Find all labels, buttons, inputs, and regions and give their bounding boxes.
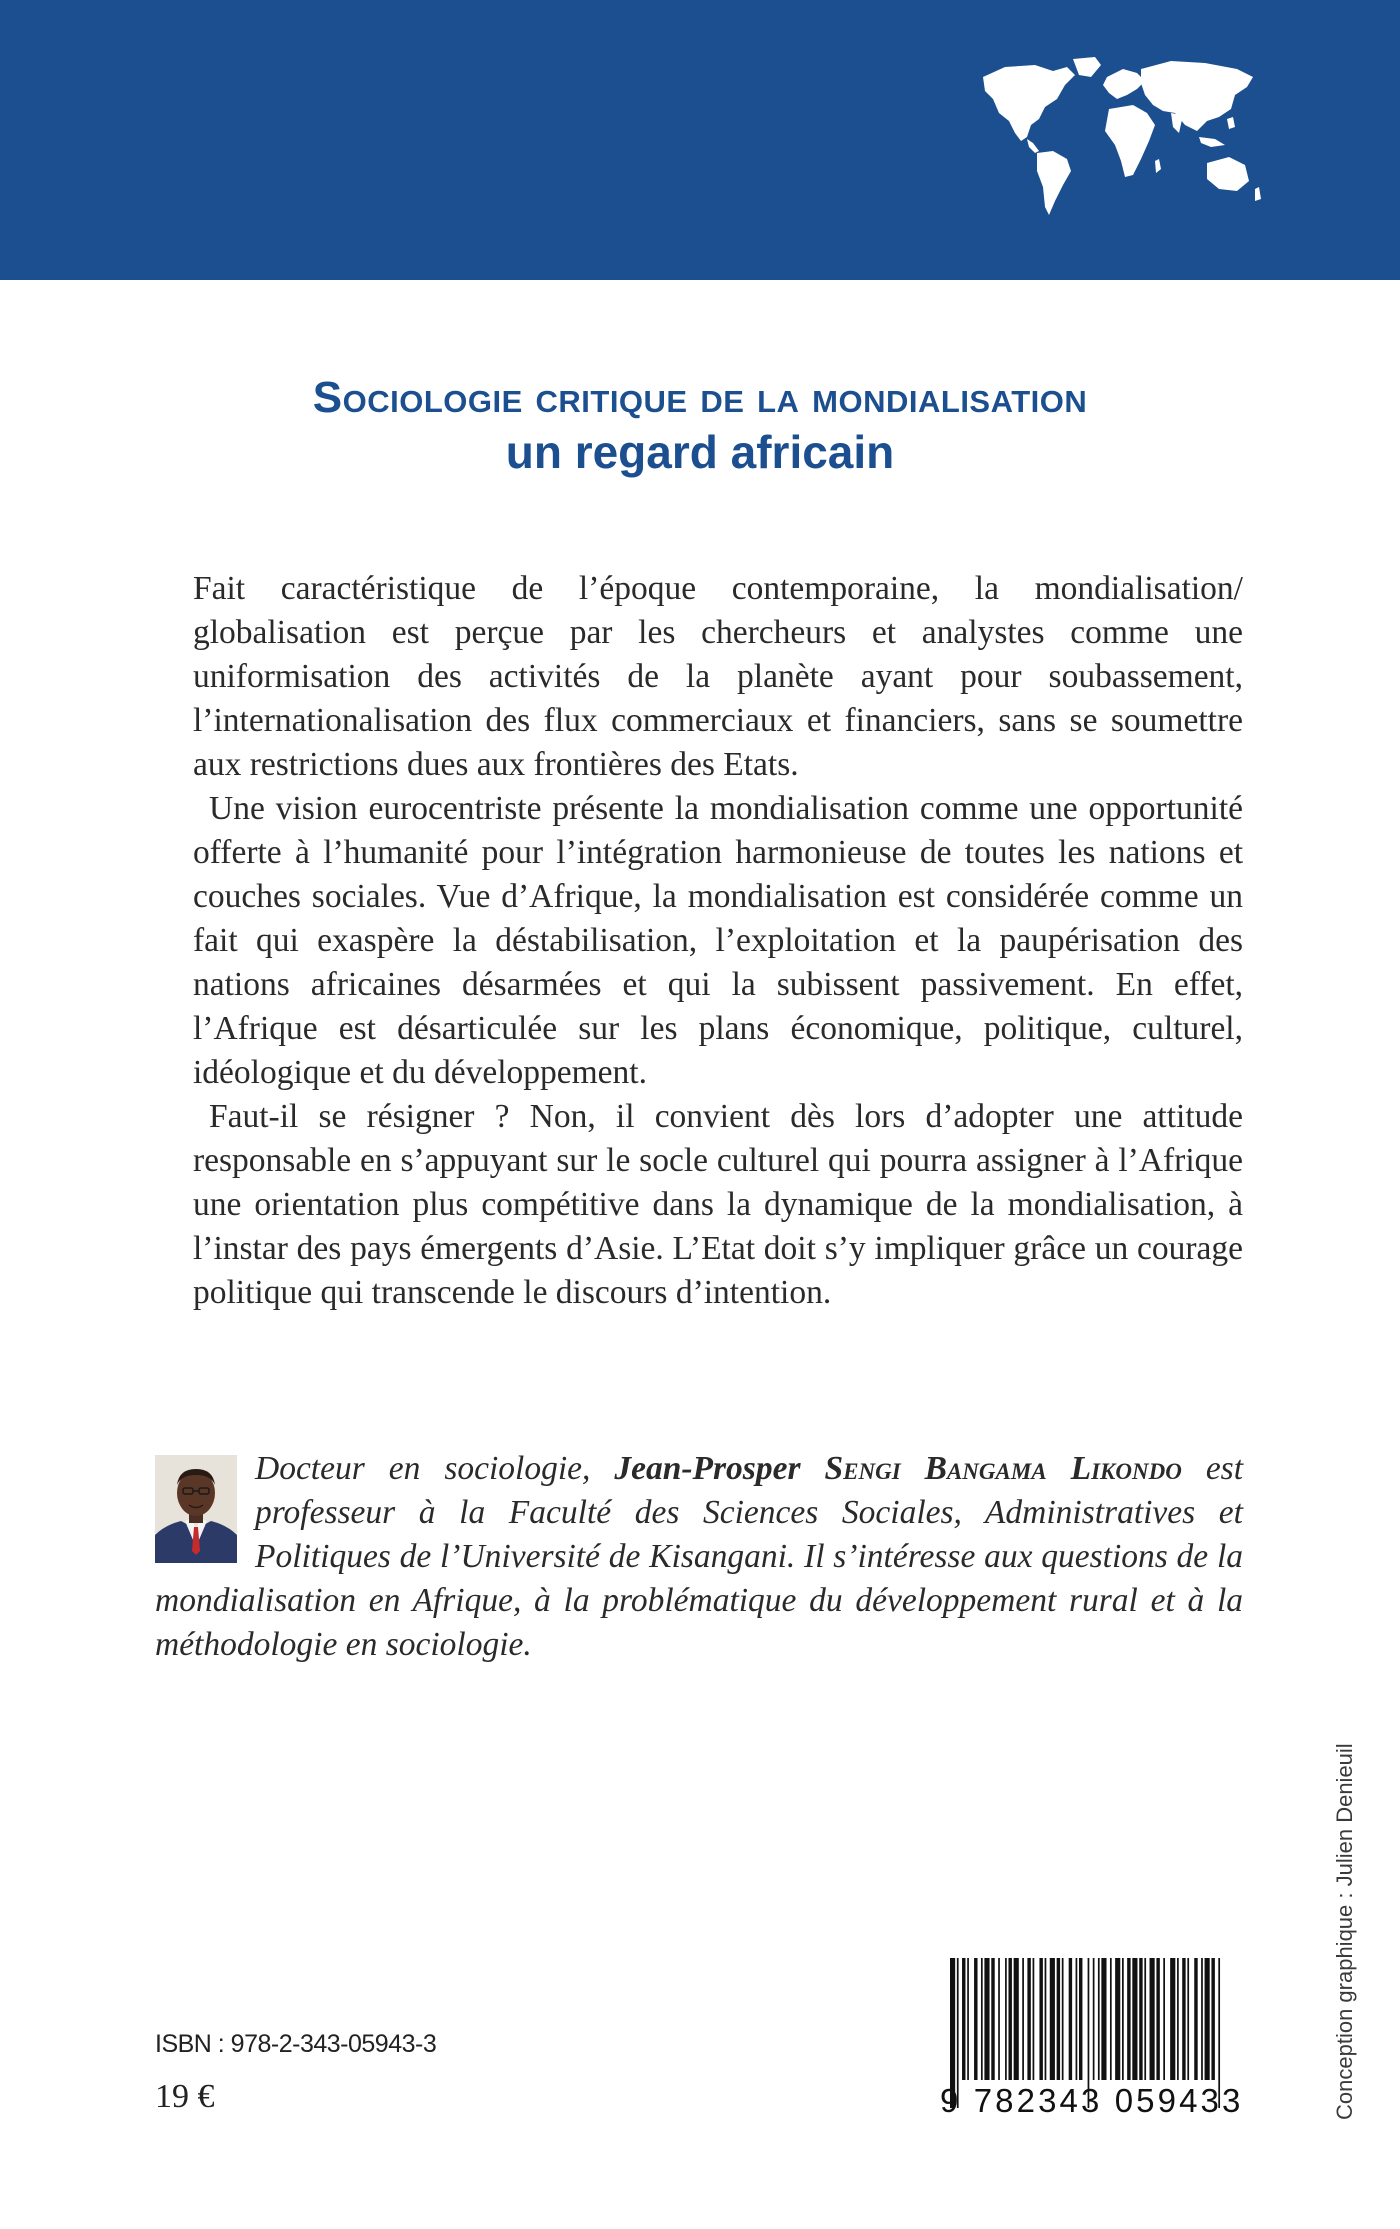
price: 19 € — [155, 2078, 215, 2115]
barcode-bar — [1163, 1958, 1165, 2080]
barcode-bar — [1062, 1958, 1064, 2080]
barcode-bar — [1177, 1958, 1179, 2080]
barcode-bar — [981, 1958, 983, 2080]
world-map-icon — [975, 55, 1265, 220]
subtitle-line: un regard africain — [505, 426, 895, 478]
synopsis-paragraph: Fait caractéristique de l’époque contemporaine, la mondialisation/ globalisation est perçue par les chercheurs et analystes comme une uniformisation des activités de la planète ayant pour soubassement, l’internationalisation des flux commerciaux et financiers, sans se soumettre aux restrictions dues aux frontières des Etats. — [193, 570, 1243, 783]
barcode-bar — [1022, 1958, 1024, 2080]
synopsis-paragraph: Faut-il se résigner ? Non, il convient dès lors d’adopter une attitude responsable en s’appuyant sur le socle culturel qui pourra assigner à l’Afrique une orientation plus compétitive dans la dynamique de la mondialisation, à l’instar des pays émergents d’Asie. L’Etat doit s’y impliquer grâce un courage politique qui transcende le discours d’intention. — [193, 1098, 1243, 1311]
author-first-name: Jean-Prosper — [614, 1450, 801, 1487]
author-name — [614, 1450, 1181, 1487]
barcode-bar — [998, 1958, 1000, 2080]
isbn: ISBN : 978-2-343-05943-3 — [155, 2030, 437, 2058]
barcode-bar — [1008, 1958, 1011, 2080]
barcode-bar — [1182, 1958, 1185, 2080]
barcode-bar — [1194, 1958, 1197, 2080]
barcode-bar — [1098, 1958, 1100, 2080]
barcode-bar — [1187, 1958, 1189, 2080]
barcode-bar — [1039, 1958, 1042, 2080]
barcode-bar — [1101, 1958, 1106, 2080]
photo-spacer — [155, 1447, 255, 1575]
barcode-bar — [1069, 1958, 1072, 2080]
design-credit: Conception graphique : Julien Denieuil — [1332, 1743, 1357, 2120]
barcode-bar — [1150, 1958, 1155, 2080]
synopsis — [193, 567, 1243, 1315]
synopsis-paragraph: Une vision eurocentriste présente la mondialisation comme une opportunité offerte à l’humanité pour l’intégration harmonieuse de toutes les nations et couches sociales. Vue d’Afrique, la mondialisation est considérée comme un fait qui exaspère la déstabilisation, l’exploitation et la paupérisation des nations africaines désarmées et qui la subissent passivement. En effet, l’Afrique est désarticulée sur les plans économique, politique, culturel, idéologique et du développement. — [193, 790, 1243, 1091]
title-line: Sociologie critique de la mondialisation — [312, 373, 1088, 422]
barcode-bar — [1045, 1958, 1047, 2080]
barcode-bar — [967, 1958, 969, 2080]
barcode-bar — [1201, 1958, 1203, 2080]
barcode-bar — [1211, 1958, 1214, 2080]
barcode-bar — [1122, 1958, 1124, 2080]
barcode-bar — [1156, 1958, 1159, 2080]
barcode-bar — [962, 1958, 965, 2080]
bio-text: est professeur à la Faculté des Sciences Sociales, Administratives et Politiques de l’Université de Kisangani. Il s’intéresse aux questions de la mondialisation en Afrique, à la problématique du développement rural et à la méthodologie en sociologie. — [155, 1450, 1244, 1663]
barcode-bar — [1139, 1958, 1142, 2080]
barcode-bar — [1027, 1958, 1030, 2080]
barcode-bar — [1115, 1958, 1120, 2080]
barcode-bar — [974, 1958, 977, 2080]
barcode-bar — [984, 1958, 989, 2080]
barcode-digits: 9 782343 059433 — [940, 2082, 1244, 2119]
author-last-name: Sengi Bangama Likondo — [824, 1450, 1182, 1487]
barcode-bar — [1132, 1958, 1137, 2080]
barcode-bar — [1050, 1958, 1055, 2080]
author-bio — [155, 1447, 1243, 1667]
barcode-bar — [1014, 1958, 1019, 2080]
bio-intro: Docteur en sociologie, — [255, 1450, 591, 1487]
barcode-bar — [1127, 1958, 1130, 2080]
barcode-bar — [1057, 1958, 1060, 2080]
book-title — [0, 372, 1400, 480]
barcode-bar — [1005, 1958, 1007, 2080]
barcode-bar — [1110, 1958, 1112, 2080]
barcode-bar — [1079, 1958, 1082, 2080]
barcode-bar — [1033, 1958, 1035, 2080]
barcode-bar — [1093, 1958, 1095, 2080]
barcode-bar — [991, 1958, 994, 2080]
top-banner — [0, 0, 1400, 280]
barcode-bar — [1170, 1958, 1175, 2080]
barcode-bar — [1076, 1958, 1078, 2080]
barcode-bar — [1144, 1958, 1146, 2080]
barcode-bar — [1205, 1958, 1210, 2080]
